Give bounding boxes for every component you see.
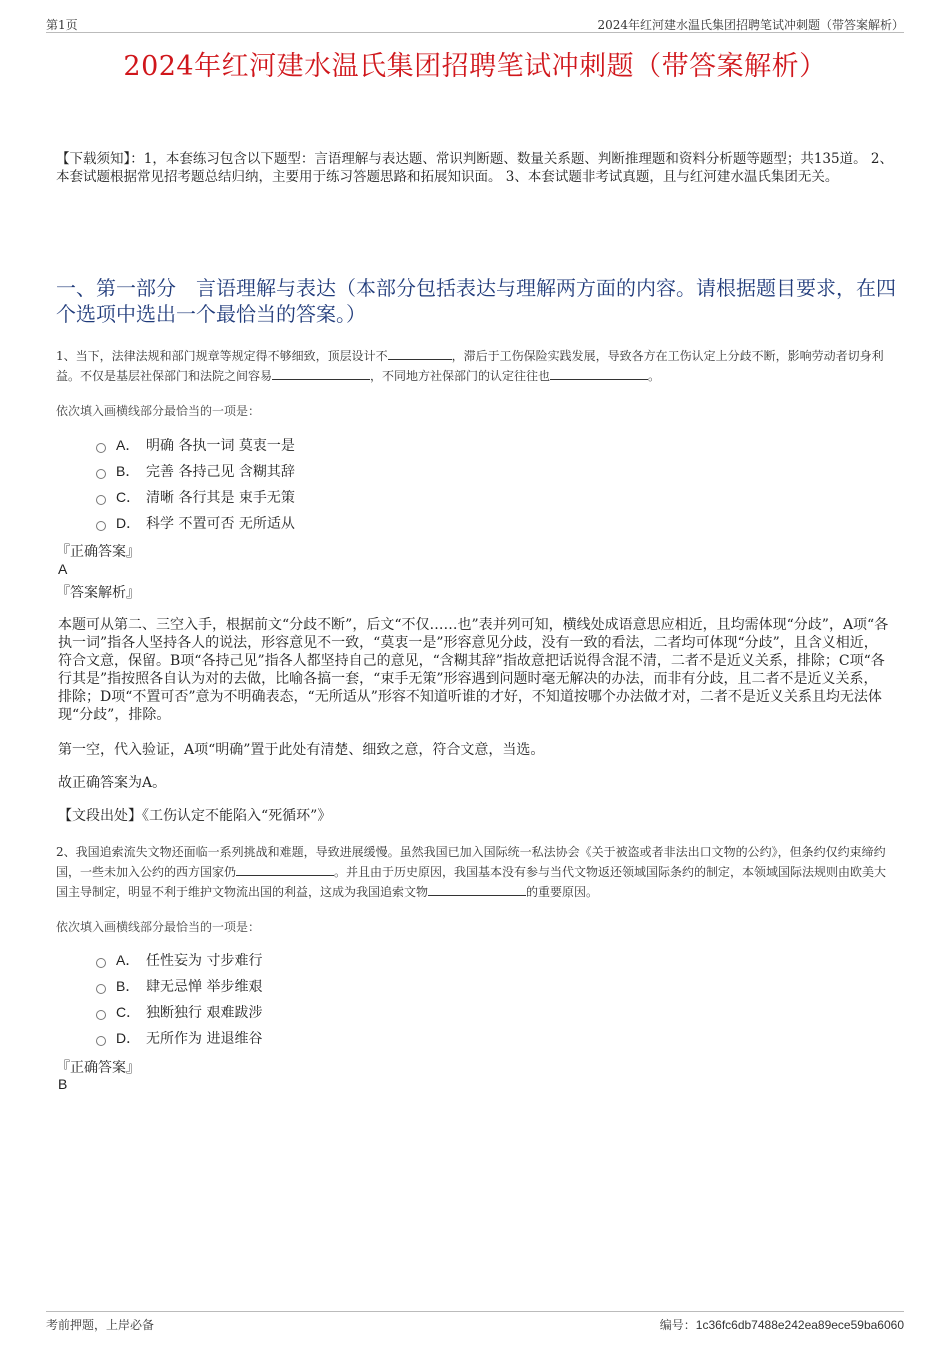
question-2-stem: 2、我国追索流失文物还面临一系列挑战和难题，导致进展缓慢。虽然我国已加入国际统一私法协会《关于被盗或者非法出口文物的公约》，但条约仅约束缔约国，一些未加入公约的西方国家仍 。并且由于历史原因，我国基本没有参与当代文物返还领域国际条约的制定，本领域国际法规则由欧美大国主导制定，明显不利于维护文物流出国的利益，这成为我国追索文物 的重要原因。 <box>56 845 887 899</box>
option-a[interactable]: A． 任性妄为 寸步难行 <box>96 947 262 973</box>
document-code: 编号：1c36fc6db7488e242ea89ece59ba6060 <box>659 1318 904 1332</box>
analysis-label: 『答案解析』 <box>56 585 140 601</box>
radio-icon[interactable] <box>96 1036 106 1046</box>
document-title: 2024年红河建水温氏集团招聘笔试冲刺题（带答案解析） <box>123 51 827 82</box>
passage-source: 【文段出处】《工伤认定不能陷入“死循环”》 <box>58 808 332 824</box>
option-c[interactable]: C． 独断独行 艰难跋涉 <box>96 999 262 1025</box>
blank-line <box>428 883 526 896</box>
question-1-options <box>96 432 295 536</box>
radio-icon[interactable] <box>96 495 106 505</box>
analysis-verification: 第一空，代入验证，A项“明确”置于此处有清楚、细致之意，符合文意，当选。 <box>58 742 545 758</box>
correct-answer-label: 『正确答案』 <box>56 1060 140 1076</box>
blank-line <box>272 367 370 380</box>
section-title: 一、第一部分 言语理解与表达（本部分包括表达与理解两方面的内容。请根据题目要求，在四个选项中选出一个最恰当的答案。） <box>56 276 896 326</box>
page-footer <box>46 1311 904 1332</box>
correct-answer: A <box>58 561 68 577</box>
radio-icon[interactable] <box>96 1010 106 1020</box>
blank-line <box>236 863 334 876</box>
correct-answer-label: 『正确答案』 <box>56 544 140 560</box>
download-notice: 【下载须知】：1，本套练习包含以下题型：言语理解与表达题、常识判断题、数量关系题、判断推理题和资料分析题等题型；共135道。 2、本套试题根据常见招考题总结归纳，主要用于练习答题思路和拓展知识面。 3、本套试题非考试真题，且与红河建水温氏集团无关。 <box>56 151 893 185</box>
page-header <box>46 14 904 33</box>
radio-icon[interactable] <box>96 469 106 479</box>
header-doc-title: 2024年红河建水温氏集团招聘笔试冲刺题（带答案解析） <box>597 18 904 32</box>
option-b[interactable]: B． 完善 各持己见 含糊其辞 <box>96 458 295 484</box>
radio-icon[interactable] <box>96 984 106 994</box>
blank-line <box>388 347 452 360</box>
radio-icon[interactable] <box>96 958 106 968</box>
option-b[interactable]: B． 肆无忌惮 举步维艰 <box>96 973 262 999</box>
question-1-stem: 1、当下，法律法规和部门规章等规定得不够细致，顶层设计不 ，滞后于工伤保险实践发展，导致各方在工伤认定上分歧不断，影响劳动者切身利益。不仅是基层社保部门和法院之间容易 ，不同地方社保部门的认定往往也 。 <box>56 349 884 383</box>
question-2-options <box>96 947 262 1051</box>
option-d[interactable]: D． 科学 不置可否 无所适从 <box>96 510 295 536</box>
analysis-conclusion: 故正确答案为A。 <box>58 775 167 791</box>
option-a[interactable]: A． 明确 各执一词 莫衷一是 <box>96 432 295 458</box>
option-c[interactable]: C． 清晰 各行其是 束手无策 <box>96 484 295 510</box>
footer-slogan: 考前押题，上岸必备 <box>46 1318 155 1332</box>
question-2-prompt: 依次填入画横线部分最恰当的一项是： <box>56 920 261 934</box>
analysis-text: 本题可从第二、三空入手，根据前文“分歧不断”，后文“不仅……也”表并列可知，横线处成语意思应相近，且均需体现“分歧”，A项“各执一词”指各人坚持各人的说法，形容意见不一致，“莫衷一是”形容意见分歧，没有一致的看法，二者均可体现“分歧”，且含义相近，符合文意，保留。B项“各持己见”指各人都坚持自己的意见，“含糊其辞”指故意把话说得含混不清，二者不是近义关系，排除；C项“各行其是”指按照各自认为对的去做，比喻各搞一套，“束手无策”形容遇到问题时毫无解决的办法，而非有分歧，且二者不是近义关系，排除；D项“不置可否”意为不明确表态，“无所适从”形容不知道听谁的才好，不知道按哪个办法做才对，二者不是近义关系且均无法体现“分歧”，排除。 <box>58 617 889 723</box>
radio-icon[interactable] <box>96 521 106 531</box>
question-1-prompt: 依次填入画横线部分最恰当的一项是： <box>56 404 261 418</box>
correct-answer: B <box>58 1076 68 1092</box>
blank-line <box>550 367 648 380</box>
option-d[interactable]: D． 无所作为 进退维谷 <box>96 1025 262 1051</box>
page-number: 第1页 <box>46 18 78 32</box>
radio-icon[interactable] <box>96 443 106 453</box>
